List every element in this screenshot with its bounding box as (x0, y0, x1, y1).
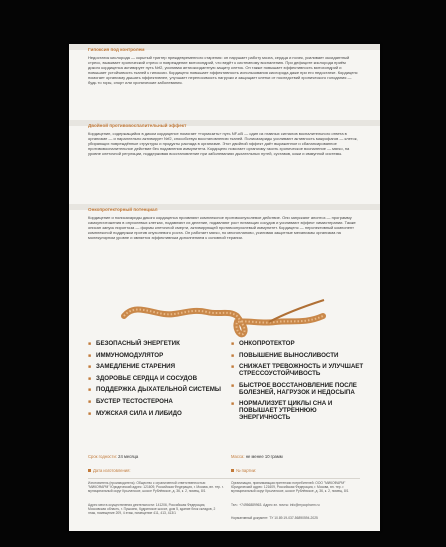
manufacture-date: Дата изготовления: (88, 468, 131, 473)
bullet-icon: ■ (231, 341, 235, 347)
section-heading-anti-inflammatory: Двойной противовоспалительный эффект (88, 123, 187, 128)
divider (88, 478, 360, 479)
contacts: Тел.: +74956889963. Адрес эл. почты: info@mycopharm.ru (231, 503, 320, 507)
net-mass-label: Масса: (231, 454, 245, 459)
bullet-icon: ■ (231, 364, 235, 371)
shelf-life-value: 24 месяца (118, 454, 139, 459)
bullet-icon: ■ (88, 375, 92, 382)
product-leaflet (69, 44, 380, 531)
section-heading-oncoprotective: Онкопротекторный потенциал (88, 207, 158, 212)
benefit-item: ■ ЗАМЕДЛЕНИЕ СТАРЕНИЯ (88, 363, 176, 371)
benefits-list-left (88, 340, 224, 421)
net-mass (231, 454, 283, 459)
section-text-hypoxia: Недостаток кислорода — скрытый триггер преждевременного старения: он нарушает работу мозга, сердца и почек, усиливает оксидантный стресс, вызывает хронический стресс и повреждение митохондрий, что ведёт к системному воспалению. При дефиците кислорода приём дикого кордицепса активирует путь Nrf2, усиливая антиоксидантную защиту клеток. Он также повышает эффективность митохондрий и повышает устойчивость тканей к гипоксии. Кордицепс повышает эффективность использования кислорода даже при его недостатке. Кордицепс помогает организму дышать эффективнее, улучшает переносимость нагрузки и защищает клетки от последствий хронического голодания — будь то горы, спорт или хронические заболевания. (88, 55, 358, 86)
net-mass-value: не менее 10 грамм (245, 454, 283, 459)
bullet-icon: ■ (231, 352, 235, 359)
shelf-life-label: Срок годности: (88, 454, 117, 459)
normative-document: Нормативный документ: ТУ 10.89.19-037-56890594-2025 (231, 516, 318, 520)
cordyceps-illustration (119, 294, 329, 339)
benefit-item: ■ ПОДДЕРЖКА ДЫХАТЕЛЬНОЙ СИСТЕМЫ (88, 386, 221, 394)
benefit-item: ■ ЗДОРОВЬЕ СЕРДЦА И СОСУДОВ (88, 374, 198, 382)
bullet-icon: ■ (88, 387, 92, 394)
section-heading-hypoxia: Гипоксия под контролем (88, 47, 145, 52)
square-icon (231, 469, 234, 472)
shelf-life (88, 454, 138, 459)
bullet-icon: ■ (88, 364, 92, 371)
benefit-item: ■ ПОВЫШЕНИЕ ВЫНОСЛИВОСТИ (231, 351, 339, 359)
manufacturer-info: Изготовитель (производитель): Общество с ограниченной ответственностью "МИКОФАРМ" Юридический адрес: 121609, Российская Федерация, г. Москва, вн. тер. г. муниципальный округ Крылатское, шоссе Рублёвское, д. 36, к. 2, помещ. 8/1 (88, 481, 224, 494)
benefit-item: ■ НОРМАЛИЗУЕТ ЦИКЛЫ СНА И ПОВЫШАЕТ УТРЕННЮЮ ЭНЕРГИЧНОСТЬ (231, 400, 333, 422)
batch-number: № партии: (231, 468, 256, 473)
benefit-item: ■ МУЖСКАЯ СИЛА И ЛИБИДО (88, 409, 182, 417)
benefits-list-right (231, 340, 365, 426)
bullet-icon: ■ (88, 410, 92, 417)
square-icon (88, 469, 91, 472)
benefit-item: ■ БЕЗОПАСНЫЙ ЭНЕРГЕТИК (88, 340, 180, 347)
production-address: Адрес места осуществления деятельности: 141206, Российская Федерация, Московская область, г. Пушкино, Кудринское шоссе, дом 5, здание блок складов, 2 этаж, помещение 209, 4 этаж, помещение 411, 413, 413/1 (88, 503, 216, 516)
benefit-item: ■ БЫСТРОЕ ВОССТАНОВЛЕНИЕ ПОСЛЕ БОЛЕЗНЕЙ, НАГРУЗОК И НЕДОСЫПА (231, 381, 357, 396)
section-text-oncoprotective: Кордицепин и полисахариды дикого кордицепса проявляют комплексное противоопухолевое действие. Они запускают апоптоз — программу самоуничтожения в опухолевых клетках, подавляют их деление, подавляют рост питающих сосудов и усиливают эффект химиотерапии. Также описан запуск пироптоза — формы клеточной смерти, активирующей противоопухолевый иммунитет. Кордицепс — перспективный компонент комплексной поддержки против опухолевого роста. Он работает мягко, но многопланово, усиливая защитные механизмы организма на молекулярном уровне и является эффективным дополнением к основной терапии. (88, 215, 356, 241)
benefit-item: ■ БУСТЕР ТЕСТОСТЕРОНА (88, 397, 173, 405)
benefit-item: ■ СНИЖАЕТ ТРЕВОЖНОСТЬ И УЛУЧШАЕТ СТРЕССОУСТОЙЧИВОСТЬ (231, 363, 364, 378)
section-text-anti-inflammatory: Кордицепин, содержащийся в диком кордицепсе помогает «тормозить» путь NF-κB — один из главных сигналов воспалительного ответа в организме — и параллельно активирует Nrf2, способствуя восстановлению тканей. Полисахариды усиливают активность макрофагов — клеток, убирающих повреждённые структуры и продукты распада в организме. Этот двойной эффект даёт выраженное и сбалансированное противовоспалительное действие без подавления иммунитета. Кордицепс помогает организму гасить хроническое воспаление — мягко, на уровне клеточной регуляции, поддерживая восстановление при заболеваниях дыхательных путей, суставов, кожи и иммунной системы. (88, 131, 358, 157)
bullet-icon: ■ (231, 401, 235, 408)
bullet-icon: ■ (88, 352, 92, 359)
bullet-icon: ■ (88, 341, 92, 347)
bullet-icon: ■ (88, 398, 92, 405)
benefit-item: ■ ИММУНОМОДУЛЯТОР (88, 351, 164, 359)
bullet-icon: ■ (231, 382, 235, 389)
claims-organization: Организация, принимающая претензии потребителей: ООО "МИКОФАРМ" Юридический адрес: 121609, Российская Федерация, г. Москва, вн. тер. г. муниципальный округ Крылатское, шоссе Рублёвское, д. 36, к. 2, помещ. 8/1 (231, 481, 349, 494)
benefit-item: ■ ОНКОПРОТЕКТОР (231, 340, 295, 347)
